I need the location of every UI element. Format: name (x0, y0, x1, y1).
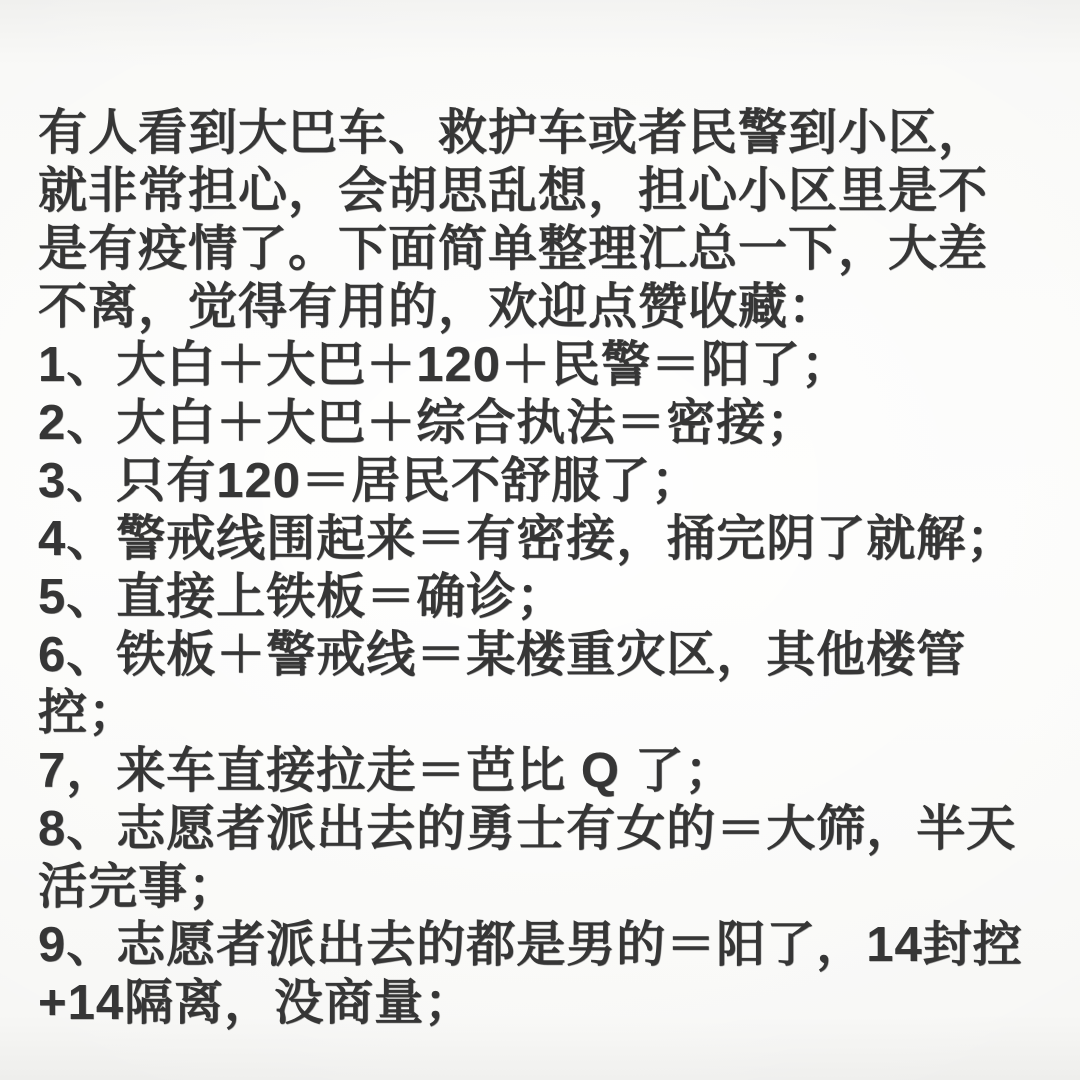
text-line: 5、直接上铁板＝确诊； (38, 570, 567, 624)
text-line: 9、志愿者派出去的都是男的＝阳了，14封控 (38, 918, 1023, 972)
text-line: 8、志愿者派出去的勇士有女的＝大筛，半天 (38, 802, 1017, 856)
text-line: 是有疫情了。下面简单整理汇总一下，大差 (38, 222, 989, 276)
text-line: 活完事； (38, 860, 239, 914)
text-line: +14隔离，没商量； (38, 976, 475, 1030)
text-line: 就非常担心，会胡思乱想，担心小区里是不 (38, 164, 989, 218)
text-line: 3、只有120＝居民不舒服了； (38, 454, 702, 508)
text-line: 2、大白＋大巴＋综合执法＝密接； (38, 396, 817, 450)
text-line: 7，来车直接拉走＝芭比 Q 了； (38, 744, 735, 798)
text-line: 不离，觉得有用的，欢迎点赞收藏： (38, 280, 839, 334)
text-block (38, 104, 1050, 1032)
text-line: 1、大白＋大巴＋120＋民警＝阳了； (38, 338, 852, 392)
text-line: 4、警戒线围起来＝有密接，捅完阴了就解； (38, 512, 1017, 566)
text-line: 控； (38, 686, 139, 740)
text-line: 6、铁板＋警戒线＝某楼重灾区，其他楼管 (38, 628, 967, 682)
text-line: 有人看到大巴车、救护车或者民警到小区， (38, 106, 989, 160)
